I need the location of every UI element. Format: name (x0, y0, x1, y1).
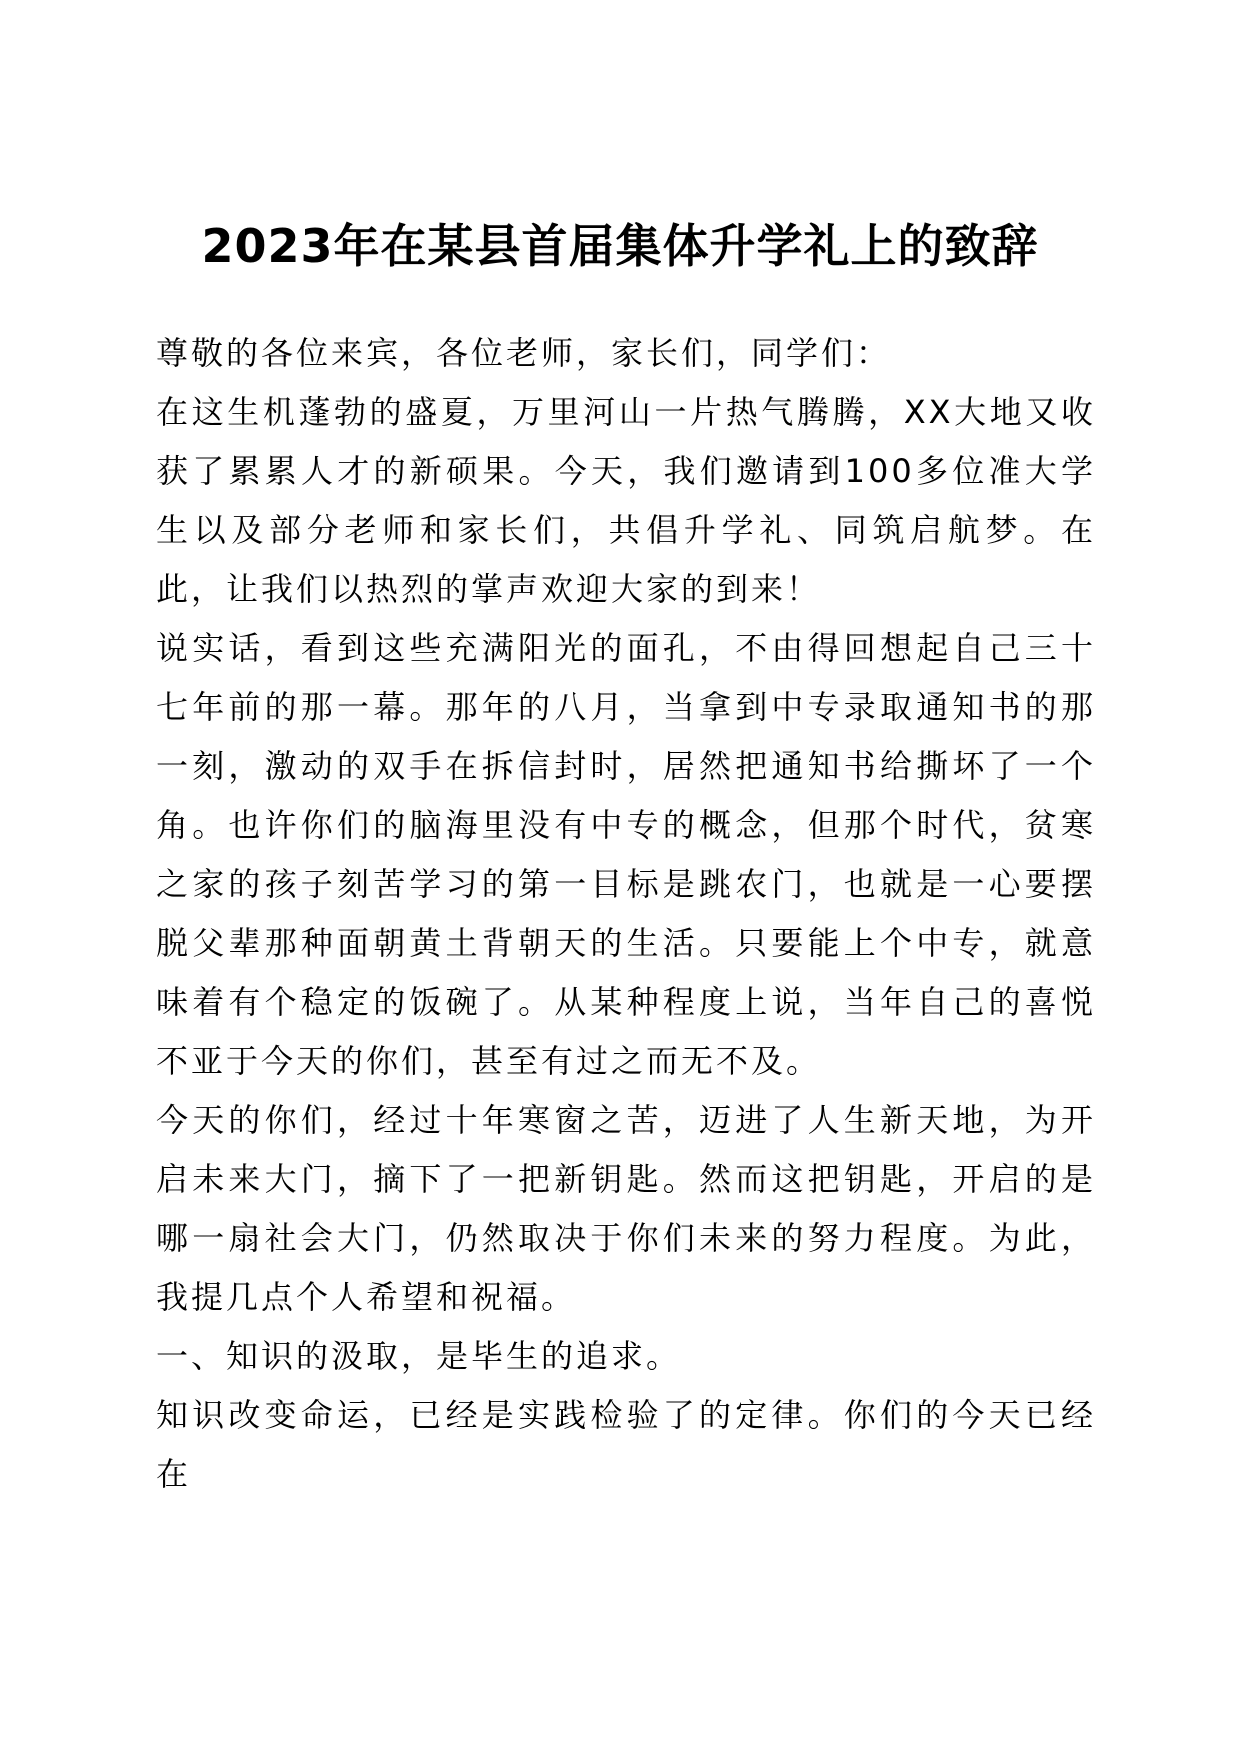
body-paragraph: 在这生机蓬勃的盛夏，万里河山一片热气腾腾，XX大地又收获了累累人才的新硕果。今天，我们邀请到100多位准大学生以及部分老师和家长们，共倡升学礼、同筑启航梦。在此，让我们以热烈的掌声欢迎大家的到来！ (156, 393, 1096, 608)
salutation-paragraph: 尊敬的各位来宾，各位老师，家长们，同学们： (156, 334, 892, 372)
document-body (156, 324, 1096, 1504)
document-title: 2023年在某县首届集体升学礼上的致辞 (201, 219, 1039, 273)
body-paragraph: 知识改变命运，已经是实践检验了的定律。你们的今天已经在 (156, 1396, 1096, 1493)
body-paragraph: 今天的你们，经过十年寒窗之苦，迈进了人生新天地，为开启未来大门，摘下了一把新钥匙。然而这把钥匙，开启的是哪一扇社会大门，仍然取决于你们未来的努力程度。为此，我提几点个人希望和祝福。 (156, 1101, 1096, 1316)
section-heading: 一、知识的汲取，是毕生的追求。 (156, 1337, 682, 1375)
body-paragraph: 说实话，看到这些充满阳光的面孔，不由得回想起自己三十七年前的那一幕。那年的八月，当拿到中专录取通知书的那一刻，激动的双手在拆信封时，居然把通知书给撕坏了一个角。也许你们的脑海里没有中专的概念，但那个时代，贫寒之家的孩子刻苦学习的第一目标是跳农门，也就是一心要摆脱父辈那种面朝黄土背朝天的生活。只要能上个中专，就意味着有个稳定的饭碗了。从某种程度上说，当年自己的喜悦不亚于今天的你们，甚至有过之而无不及。 (156, 629, 1096, 1080)
